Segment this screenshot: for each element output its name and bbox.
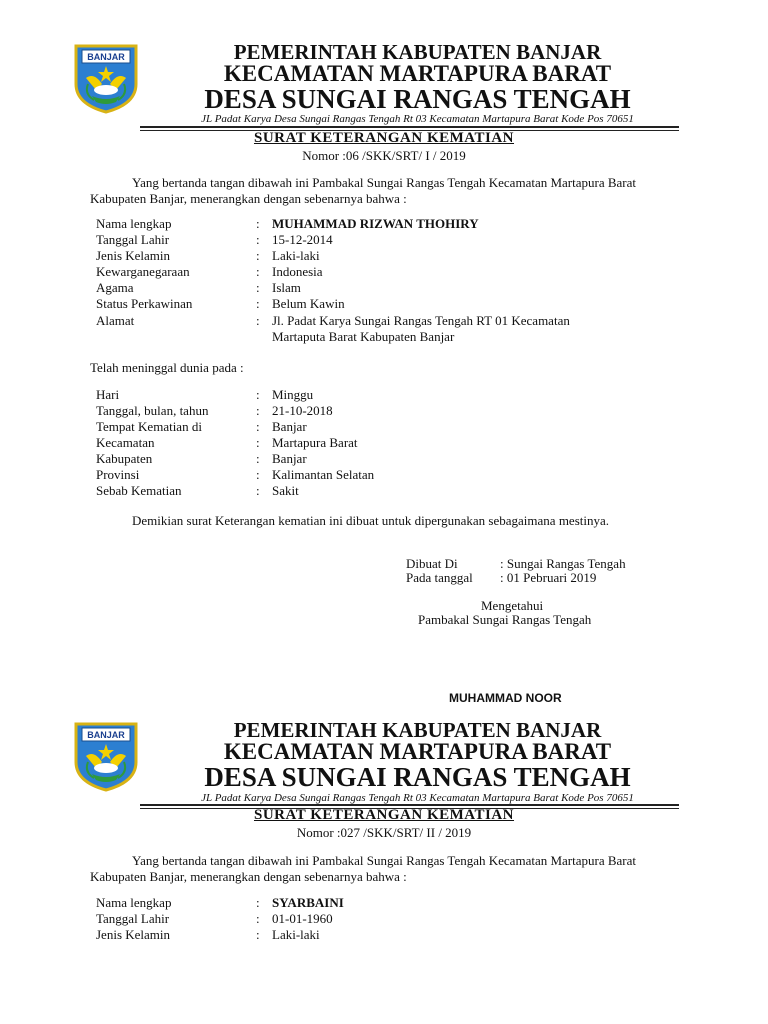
colon: : [256, 403, 260, 418]
signer-position: Pambakal Sungai Rangas Tengah [418, 612, 592, 627]
colon: : [256, 467, 260, 482]
colon: : [256, 264, 260, 279]
letter-number: Nomor :027 /SKK/SRT/ II / 2019 [296, 825, 472, 840]
colon: : [256, 895, 260, 910]
death-label: Kabupaten [96, 451, 153, 466]
colon: : [256, 451, 260, 466]
colon: : [256, 419, 260, 434]
logo-text: BANJAR [87, 52, 125, 62]
identity-label: Tanggal Lahir [96, 232, 170, 247]
letter-title: SURAT KETERANGAN KEMATIAN [253, 130, 515, 146]
colon: : [256, 387, 260, 402]
death-value: Kalimantan Selatan [272, 467, 375, 482]
closing-paragraph: Demikian surat Keterangan kematian ini dibuat untuk dipergunakan sebagaimana mestinya. [132, 513, 610, 528]
colon: : [256, 911, 260, 926]
identity-label: Jenis Kelamin [96, 248, 171, 263]
identity-label: Tanggal Lahir [96, 911, 170, 926]
dibuat-value: : Sungai Rangas Tengah [500, 556, 626, 571]
header-government: PEMERINTAH KABUPATEN BANJAR [233, 40, 602, 64]
identity-value: 01-01-1960 [272, 911, 333, 926]
identity-value: MUHAMMAD RIZWAN THOHIRY [272, 216, 479, 231]
colon: : [256, 296, 260, 311]
death-value: 21-10-2018 [272, 403, 333, 418]
pada-tanggal-value: : 01 Pebruari 2019 [500, 570, 597, 585]
mengetahui: Mengetahui [481, 598, 544, 613]
death-value: Sakit [272, 483, 299, 498]
identity-value: Laki-laki [272, 927, 320, 942]
identity-label: Kewarganegaraan [96, 264, 190, 279]
identity-value: Laki-laki [272, 248, 320, 263]
header-district: KECAMATAN MARTAPURA BARAT [223, 739, 612, 764]
header-rule-thick [140, 804, 679, 806]
signer-name: MUHAMMAD NOOR [449, 691, 562, 705]
death-label: Kecamatan [96, 435, 155, 450]
died-heading: Telah meninggal dunia pada : [90, 360, 244, 375]
intro-paragraph: Yang bertanda tangan dibawah ini Pambakal Sungai Rangas Tengah Kecamatan Martapura Barat Kabupaten Banjar, menerangkan dengan sebenarnya bahwa : [90, 853, 637, 884]
death-value: Martapura Barat [272, 435, 358, 450]
dibuat-label: Dibuat Di [406, 556, 458, 571]
identity-label: Nama lengkap [96, 895, 172, 910]
identity-value: 15-12-2014 [272, 232, 333, 247]
pada-tanggal-label: Pada tanggal [406, 570, 473, 585]
identity-value: SYARBAINI [272, 895, 344, 910]
header-government: PEMERINTAH KABUPATEN BANJAR [233, 718, 602, 742]
identity-label: Agama [96, 280, 134, 295]
logo-text: BANJAR [87, 730, 125, 740]
colon: : [256, 248, 260, 263]
death-value: Banjar [272, 419, 307, 434]
colon: : [256, 232, 260, 247]
colon: : [256, 435, 260, 450]
banjar-regency-emblem-icon [74, 722, 138, 792]
colon: : [256, 280, 260, 295]
death-label: Provinsi [96, 467, 140, 482]
identity-label: Alamat [96, 313, 135, 328]
identity-label: Nama lengkap [96, 216, 172, 231]
identity-label: Status Perkawinan [96, 296, 193, 311]
death-label: Sebab Kematian [96, 483, 182, 498]
identity-value: Indonesia [272, 264, 323, 279]
identity-label: Jenis Kelamin [96, 927, 171, 942]
death-label: Hari [96, 387, 120, 402]
colon: : [256, 483, 260, 498]
colon: : [256, 313, 260, 328]
header-address: JL Padat Karya Desa Sungai Rangas Tengah Rt 03 Kecamatan Martapura Barat Kode Pos 70651 [201, 792, 634, 804]
intro-paragraph: Yang bertanda tangan dibawah ini Pambakal Sungai Rangas Tengah Kecamatan Martapura Barat Kabupaten Banjar, menerangkan dengan sebenarnya bahwa : [90, 175, 637, 206]
identity-value: Belum Kawin [272, 296, 345, 311]
letter-number: Nomor :06 /SKK/SRT/ I / 2019 [302, 148, 466, 163]
colon: : [256, 927, 260, 942]
identity-value: Jl. Padat Karya Sungai Rangas Tengah RT 01 Kecamatan [272, 313, 570, 328]
identity-value: Islam [272, 280, 301, 295]
death-label: Tempat Kematian di [96, 419, 202, 434]
letter-title: SURAT KETERANGAN KEMATIAN [253, 807, 515, 823]
header-village: DESA SUNGAI RANGAS TENGAH [204, 762, 631, 792]
death-label: Tanggal, bulan, tahun [96, 403, 209, 418]
death-value: Minggu [272, 387, 314, 402]
header-address: JL Padat Karya Desa Sungai Rangas Tengah Rt 03 Kecamatan Martapura Barat Kode Pos 70651 [201, 113, 634, 125]
identity-value-continued: Martaputa Barat Kabupaten Banjar [272, 329, 455, 344]
death-value: Banjar [272, 451, 307, 466]
header-village: DESA SUNGAI RANGAS TENGAH [204, 84, 631, 114]
header-district: KECAMATAN MARTAPURA BARAT [223, 61, 612, 86]
colon: : [256, 216, 260, 231]
